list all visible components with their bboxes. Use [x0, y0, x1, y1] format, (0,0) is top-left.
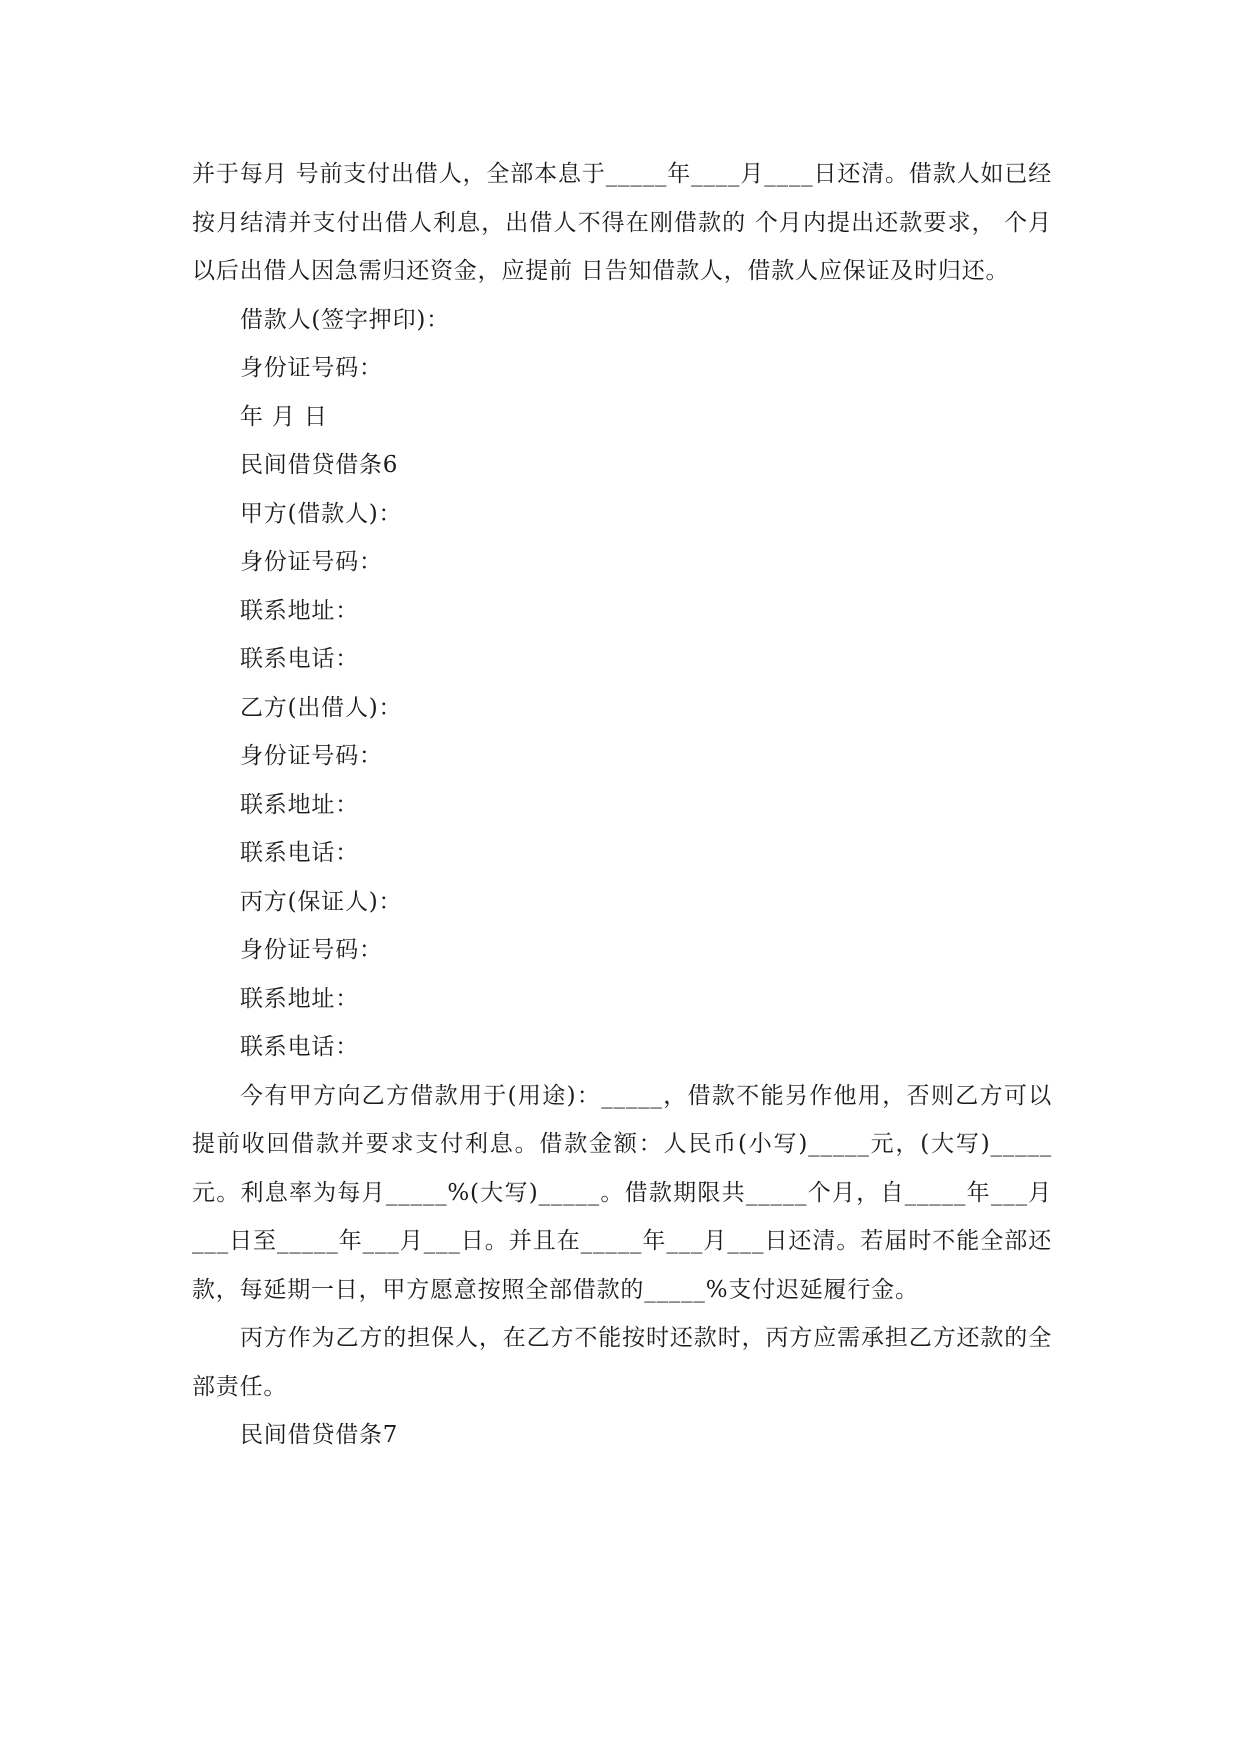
- document-page: [192, 150, 1052, 1460]
- party-a-id-label: 身份证号码：: [240, 549, 383, 575]
- party-a-label: 甲方(借款人)：: [240, 500, 403, 527]
- loan-terms-paragraph: 今有甲方向乙方借款用于(用途)：_____，借款不能另作他用，否则乙方可以提前收回借款并要求支付利息。借款金额：人民币(小写)_____元，(大写)_____元。利息率为每月_____%(大写)_____。借款期限共_____个月，自_____年___月___日至_____年___月___日。并且在_____年___月___日还清。若届时不能全部还款，每延期一日，甲方愿意按照全部借款的_____%支付迟延履行金。: [192, 1082, 1052, 1303]
- repayment-paragraph: 并于每月 号前支付出借人，全部本息于_____年____月____日还清。借款人如已经按月结清并支付出借人利息，出借人不得在刚借款的 个月内提出还款要求， 个月以后出借人因急需归还资金，应提前 日告知借款人，借款人应保证及时归还。: [192, 161, 1052, 284]
- borrower-signature-label: 借款人(签字押印)：: [240, 306, 450, 333]
- party-b-phone-label: 联系电话：: [240, 840, 359, 866]
- date-line: 年 月 日: [240, 403, 328, 430]
- party-b-address-label: 联系地址：: [240, 791, 359, 818]
- section-heading-6: 民间借贷借条6: [240, 452, 399, 478]
- party-c-id-label: 身份证号码：: [240, 937, 383, 963]
- section-heading-7: 民间借贷借条7: [240, 1422, 399, 1448]
- party-b-id-label: 身份证号码：: [240, 743, 383, 769]
- borrower-id-label: 身份证号码：: [240, 355, 383, 381]
- party-a-address-label: 联系地址：: [240, 597, 359, 624]
- party-b-label: 乙方(出借人)：: [240, 694, 403, 721]
- party-a-phone-label: 联系电话：: [240, 646, 359, 672]
- party-c-address-label: 联系地址：: [240, 985, 359, 1012]
- party-c-label: 丙方(保证人)：: [240, 888, 403, 915]
- party-c-phone-label: 联系电话：: [240, 1034, 359, 1060]
- guarantor-paragraph: 丙方作为乙方的担保人，在乙方不能按时还款时，丙方应需承担乙方还款的全部责任。: [192, 1325, 1052, 1400]
